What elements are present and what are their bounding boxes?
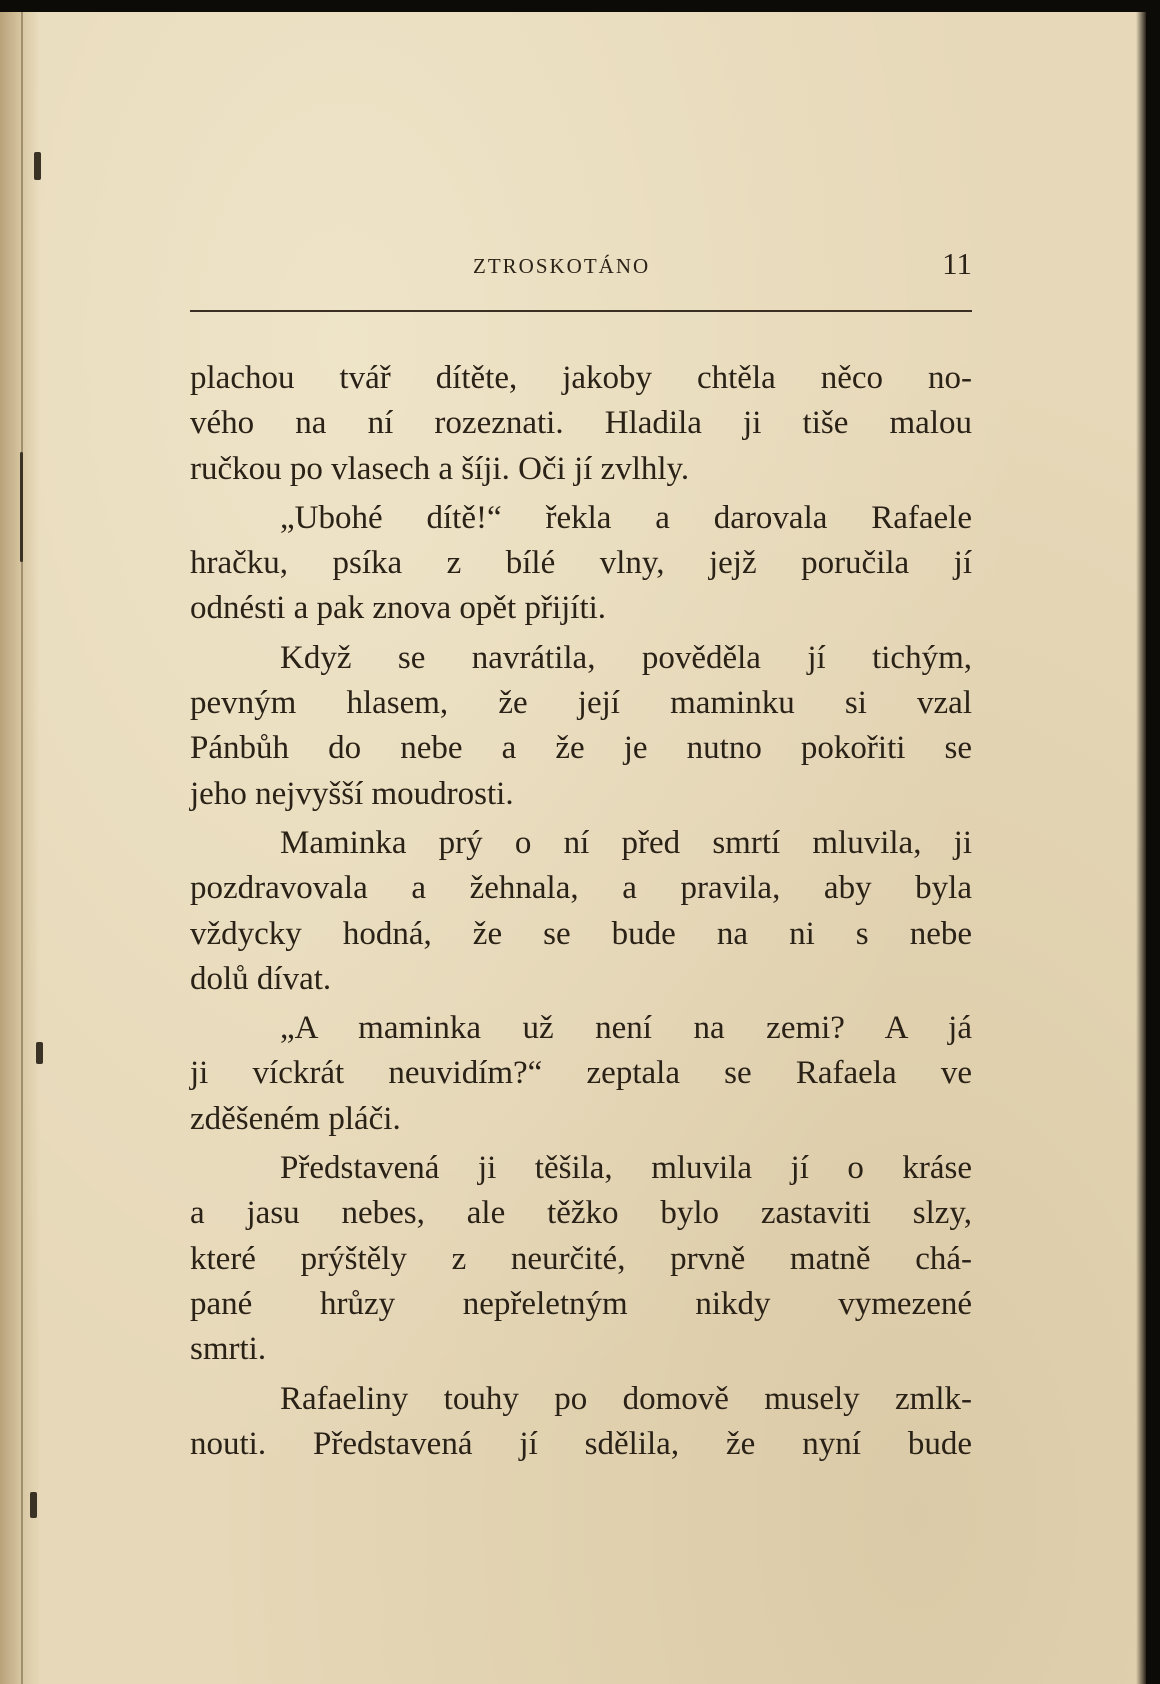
body-text: [190, 356, 972, 1471]
text-line: vždycky hodná, že se bude na ni s nebe: [190, 915, 972, 952]
text-line: pozdravovala a žehnala, a pravila, aby byla: [190, 870, 972, 907]
paragraph: [190, 636, 972, 817]
text-line: Pánbůh do nebe a že je nutno pokořiti se: [190, 730, 972, 767]
paragraph: [190, 1006, 972, 1142]
text-line: Rafaeliny touhy po domově musely zmlk-: [280, 1380, 972, 1417]
binding-thread-mark: [20, 452, 23, 562]
paragraph: [190, 496, 972, 632]
text-line: odnésti a pak znova opět přijíti.: [190, 590, 607, 627]
page-gutter: [0, 12, 40, 1684]
text-line: ji víckrát neuvidím?“ zeptala se Rafaela ve: [190, 1055, 972, 1092]
binding-thread-mark: [34, 152, 41, 180]
text-line: nouti. Představená jí sdělila, že nyní bude: [190, 1425, 972, 1462]
text-line: smrti.: [190, 1331, 267, 1368]
page-right-edge: [1136, 12, 1146, 1684]
text-line: ručkou po vlasech a šíji. Oči jí zvlhly.: [190, 450, 690, 487]
running-title: ZTROSKOTÁNO: [473, 254, 651, 278]
text-line: zděšeném pláči.: [190, 1100, 401, 1137]
paragraph: [190, 1146, 972, 1372]
binding-thread-mark: [36, 1042, 43, 1064]
page-header: [190, 248, 972, 296]
book-page: [0, 12, 1146, 1684]
text-line: Když se navrátila, pověděla jí tichým,: [280, 639, 972, 676]
text-line: jeho nejvyšší moudrosti.: [190, 775, 514, 812]
paragraph: [190, 1377, 972, 1468]
text-line: vého na ní rozeznati. Hladila ji tiše malou: [190, 405, 972, 442]
text-line: „A maminka už není na zemi? A já: [280, 1010, 972, 1047]
header-rule: [190, 310, 972, 312]
text-line: a jasu nebes, ale těžko bylo zastaviti slzy,: [190, 1195, 972, 1232]
text-line: pané hrůzy nepřeletným nikdy vymezené: [190, 1285, 972, 1322]
text-line: dolů dívat.: [190, 960, 332, 997]
paragraph: [190, 356, 972, 492]
text-line: které prýštěly z neurčité, prvně matně chá-: [190, 1240, 972, 1277]
text-line: Maminka prý o ní před smrtí mluvila, ji: [280, 824, 972, 861]
binding-thread-mark: [30, 1492, 37, 1518]
gutter-crease: [21, 12, 23, 1684]
page-number: 11: [942, 246, 972, 281]
text-line: „Ubohé dítě!“ řekla a darovala Rafaele: [280, 499, 972, 536]
text-line: plachou tvář dítěte, jakoby chtěla něco no-: [190, 360, 972, 396]
text-line: Představená ji těšila, mluvila jí o kráse: [280, 1150, 972, 1187]
text-line: pevným hlasem, že její maminku si vzal: [190, 685, 972, 722]
text-line: hračku, psíka z bílé vlny, jejž poručila jí: [190, 545, 972, 582]
paragraph: [190, 821, 972, 1002]
